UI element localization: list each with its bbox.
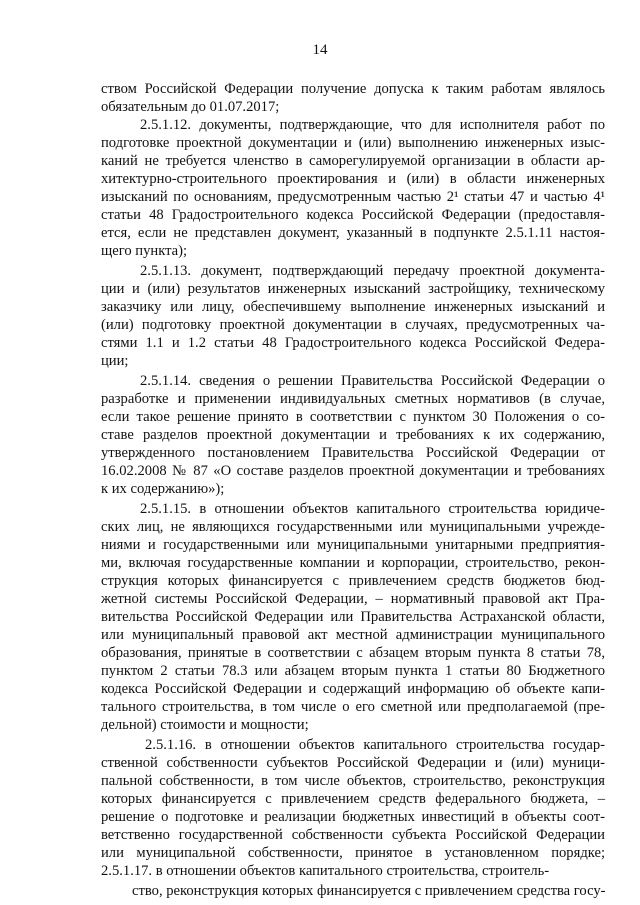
text-line: пунктом 2 статьи 78.3 или абзацем вторым пункта 1 статьи 80 Бюджетного <box>101 663 605 679</box>
text-line: (или) подготовку проектной документации в случаях, предусмотренных ча- <box>101 317 605 333</box>
text-line: ставе разделов проектной документации и требованиях к их содержанию, <box>101 427 605 443</box>
text-line: хитектурно-строительного проектирования и (или) в области инженерных <box>101 171 605 187</box>
text-line: струкция которых финансируется с привлечением средств бюджетов бюд- <box>101 573 605 589</box>
text-line: к их содержанию»); <box>101 481 225 497</box>
text-line: разработке и применении индивидуальных сметных нормативов (в случае, <box>101 391 605 407</box>
page-number: 14 <box>312 42 328 58</box>
text-line: тального строительства, в том числе о его сметной или предполагаемой (пре- <box>101 699 605 715</box>
text-line: статьи 48 Градостроительного кодекса Российской Федерации (предоставля- <box>101 207 605 223</box>
paragraph-2-5-1-13: 2.5.1.13. документ, подтверждающий передачу проектной документа- <box>140 263 605 279</box>
text-line: щего пункта); <box>101 243 188 259</box>
text-line: ется, если не представлен документ, указанный в подпункте 2.5.1.11 настоя- <box>101 225 605 241</box>
paragraph-2-5-1-15: 2.5.1.15. в отношении объектов капитального строительства юридиче- <box>140 501 605 517</box>
text-line: заказчику или лицу, обеспечившему выполнение инженерных изысканий и <box>101 299 605 315</box>
text-line: стями 1.1 и 1.2 статьи 48 Градостроительного кодекса Российской Федера- <box>101 335 605 351</box>
text-line: обязательным до 01.07.2017; <box>101 99 280 115</box>
text-line: ских лиц, не являющихся государственными или муниципальными учрежде- <box>101 519 605 535</box>
text-line: если такое решение принято в соответствии с пунктом 30 Положения о со- <box>101 409 605 425</box>
text-line: дельной) стоимости и мощности; <box>101 717 309 733</box>
text-line: изысканий по основаниям, предусмотренным частью 2¹ статьи 47 и частью 4¹ <box>101 189 605 205</box>
text-line: ции; <box>101 353 129 369</box>
text-line: ветственно государственной собственности субъекта Российской Федерации <box>101 827 605 843</box>
paragraph-2-5-1-17: ство, реконструкция которых финансируется с привлечением средства госу- <box>132 883 606 899</box>
text-line: утвержденного постановлением Правительства Российской Федерации от <box>101 445 605 461</box>
text-line: ции и (или) результатов инженерных изысканий застройщику, техническому <box>101 281 605 297</box>
text-line: кодекса Российской Федерации и содержащий информацию об объекте капи- <box>101 681 605 697</box>
paragraph-2-5-1-12: 2.5.1.12. документы, подтверждающие, что для исполнителя работ по <box>140 117 605 133</box>
text-line: ниями и государственными или муниципальными унитарными предприятия- <box>101 537 605 553</box>
text-line: 16.02.2008 № 87 «О составе разделов проектной документации и требованиях <box>101 463 605 479</box>
text-line: которых финансируется с привлечением средств федерального бюджета, – <box>101 791 605 807</box>
text-line: вительства Российской Федерации или Правительства Астраханской области, <box>101 609 605 625</box>
text-line: ственной собственности субъектов Российской Федерации и (или) муници- <box>101 755 605 771</box>
text-line: образования, принятые в соответствии с абзацем вторым пункта 8 статьи 78, <box>101 645 605 661</box>
text-line: пальной собственности, в том числе объектов, строительство, реконструкция <box>101 773 605 789</box>
paragraph-2-5-1-14: 2.5.1.14. сведения о решении Правительства Российской Федерации о <box>140 373 605 389</box>
text-line: или муниципальной собственности, принятое в установленном порядке; <box>101 845 605 861</box>
text-line: 2.5.1.17. в отношении объектов капитального строительства, строитель- <box>101 863 550 879</box>
text-line: ством Российской Федерации получение допуска к таким работам являлось <box>101 81 605 97</box>
text-line: подготовке проектной документации и (или) выполнению инженерных изыс- <box>101 135 605 151</box>
text-line: или муниципальный правовой акт местной администрации муниципального <box>101 627 605 643</box>
text-line: жетной системы Российской Федерации, – нормативный правовой акт Пра- <box>101 591 605 607</box>
text-line: каний не требуется членство в саморегулируемой организации в области ар- <box>101 153 605 169</box>
text-line: решение о подготовке и реализации бюджетных инвестиций в объекты соот- <box>101 809 605 825</box>
paragraph-2-5-1-16: 2.5.1.16. в отношении объектов капитального строительства государ- <box>145 737 605 753</box>
text-line: ми, включая государственные компании и корпорации, строительство, рекон- <box>101 555 605 571</box>
